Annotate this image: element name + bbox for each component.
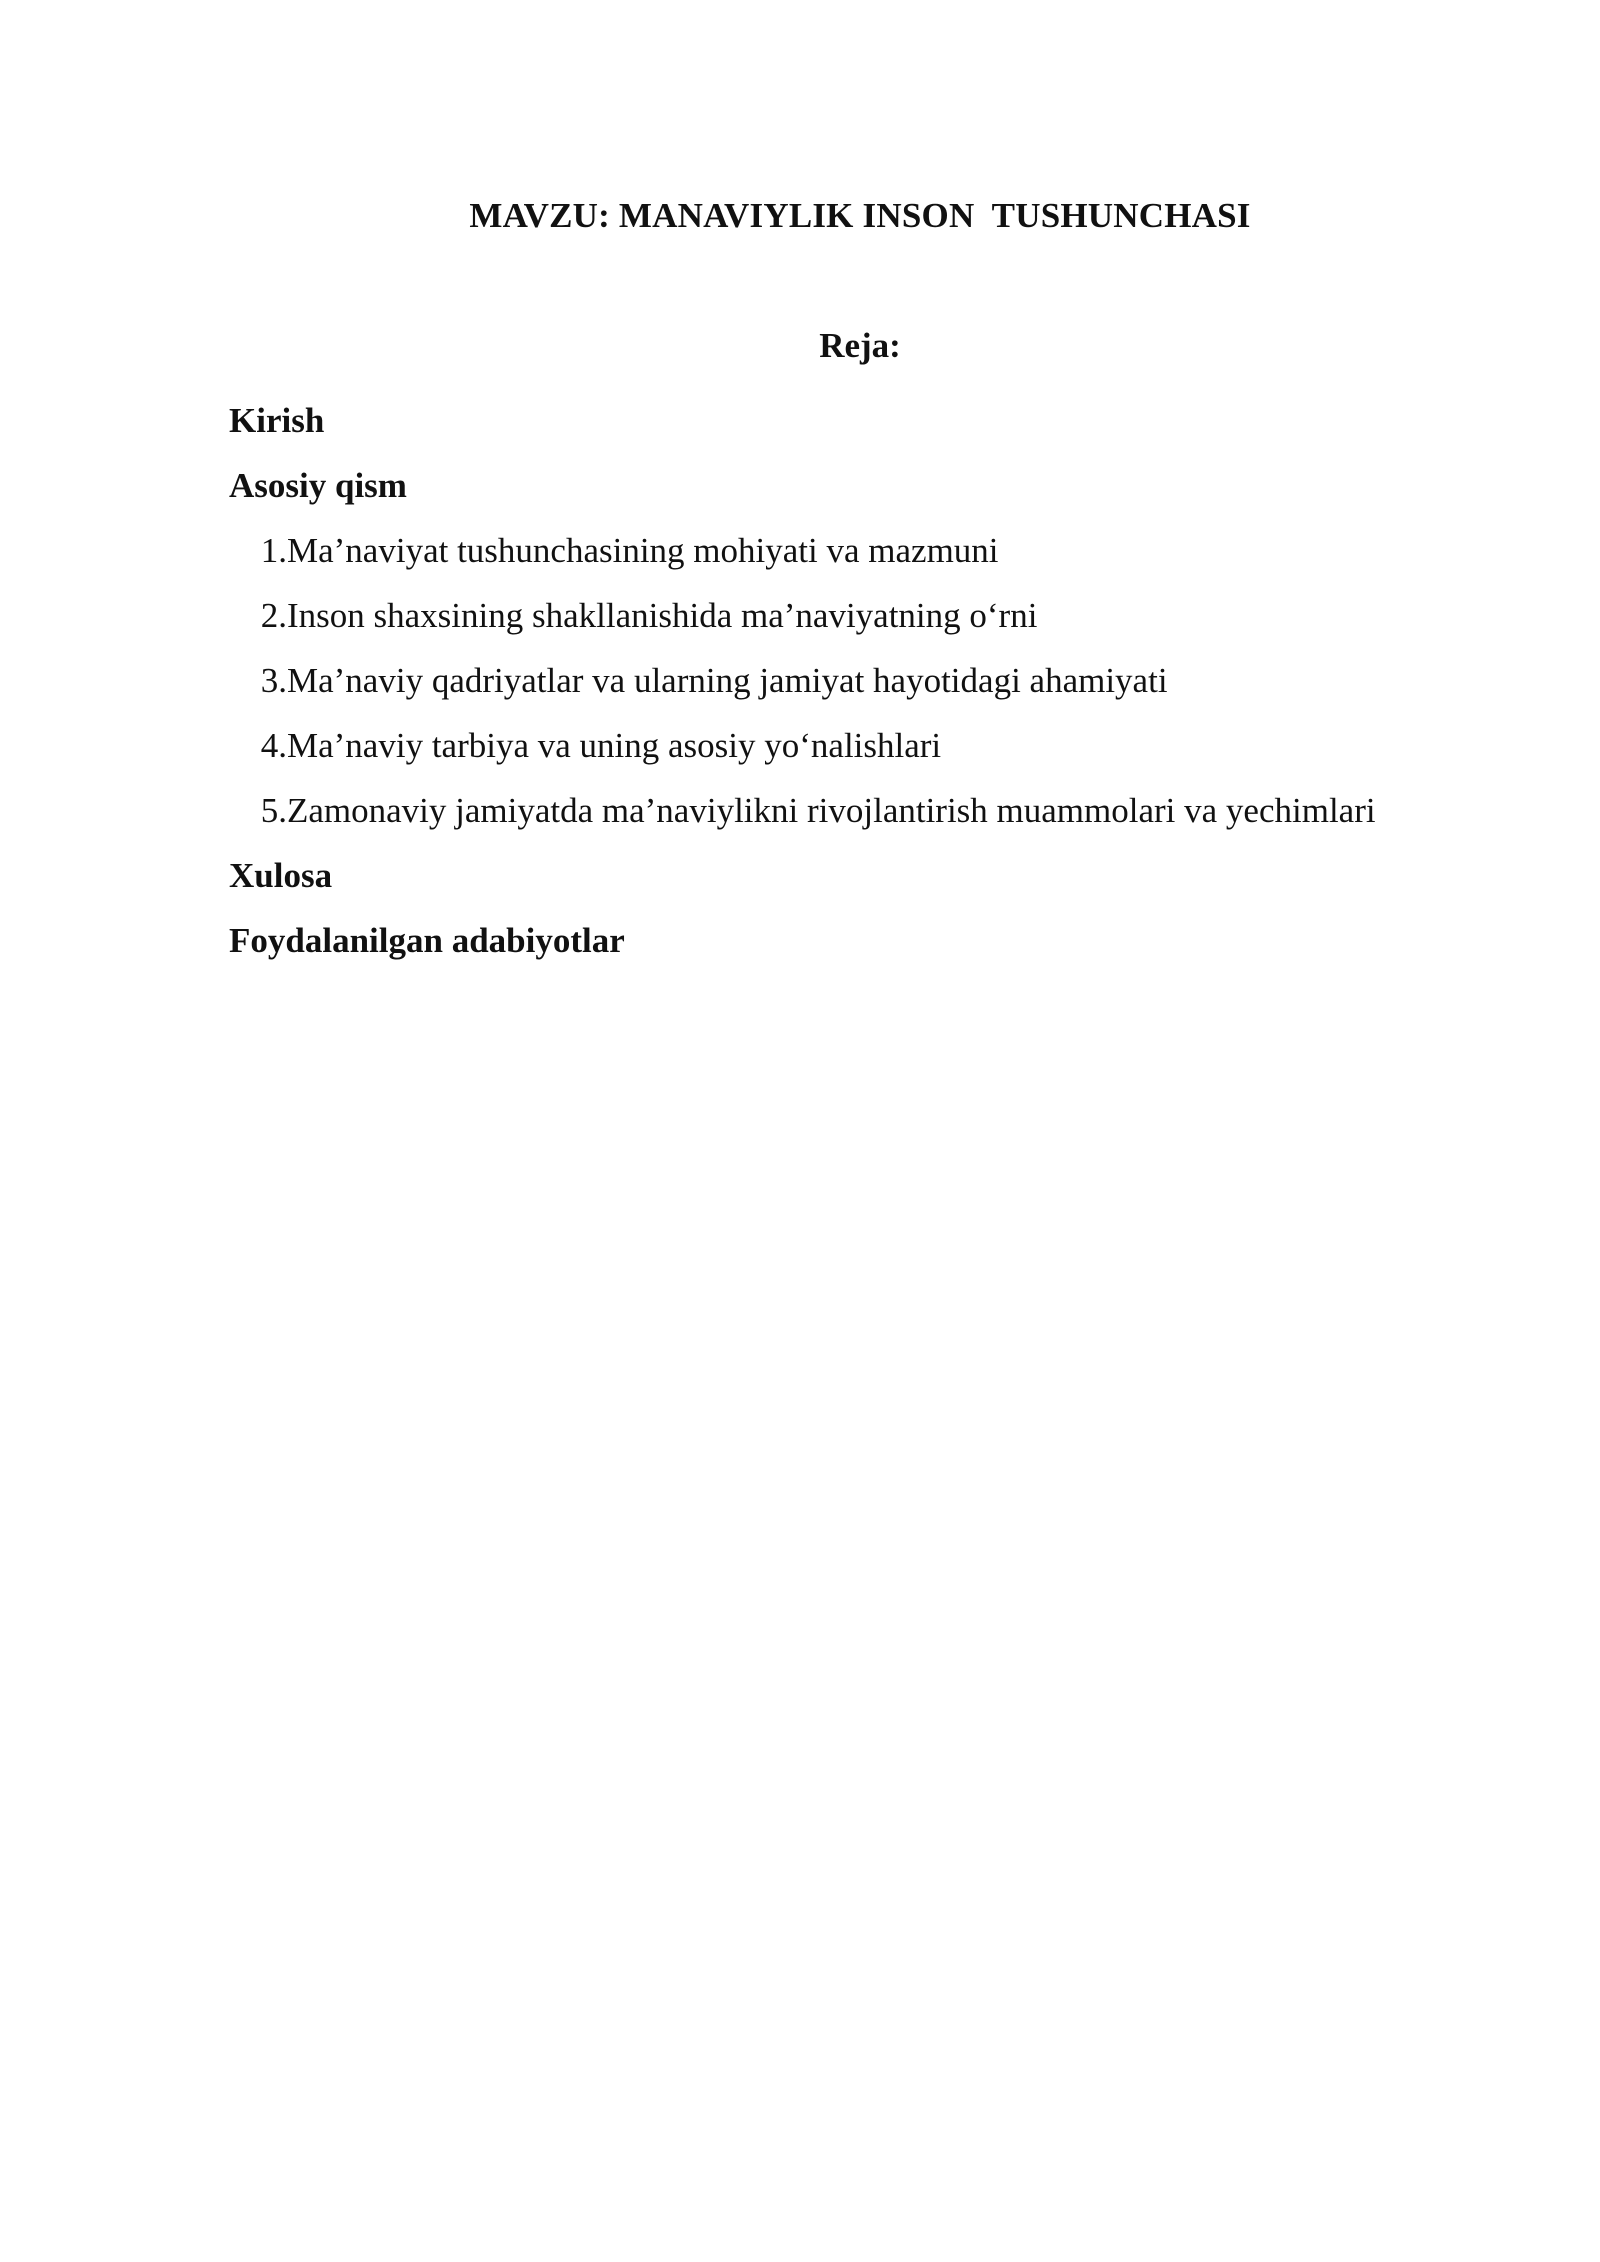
list-item-number: 5. bbox=[260, 791, 287, 830]
list-item bbox=[229, 518, 1529, 583]
section-references: Foydalanilgan adabiyotlar bbox=[229, 921, 625, 960]
list-item bbox=[229, 583, 1529, 648]
list-item-number: 4. bbox=[260, 726, 287, 765]
list-item-number: 1. bbox=[260, 531, 287, 570]
list-item-text: Ma’naviy qadriyatlar va ularning jamiyat hayotidagi ahamiyati bbox=[287, 661, 1168, 700]
section-main-part: Asosiy qism bbox=[229, 466, 407, 505]
list-item bbox=[229, 648, 1529, 713]
plan-outline bbox=[229, 388, 1529, 973]
document-title: MAVZU: MANAVIYLIK INSON TUSHUNCHASI bbox=[469, 196, 1251, 235]
list-item bbox=[229, 778, 1529, 843]
plan-heading: Reja: bbox=[819, 326, 901, 365]
list-item-number: 3. bbox=[260, 661, 287, 700]
list-item-number: 2. bbox=[260, 596, 287, 635]
list-item-text: Zamonaviy jamiyatda ma’naviylikni rivojlantirish muammolari va yechimlari bbox=[287, 791, 1376, 830]
list-item-text: Ma’naviyat tushunchasining mohiyati va mazmuni bbox=[287, 531, 999, 570]
section-intro: Kirish bbox=[229, 401, 325, 440]
list-item bbox=[229, 713, 1529, 778]
section-conclusion: Xulosa bbox=[229, 856, 333, 895]
list-item-text: Inson shaxsining shakllanishida ma’naviyatning o‘rni bbox=[287, 596, 1038, 635]
list-item-text: Ma’naviy tarbiya va uning asosiy yo‘nalishlari bbox=[287, 726, 942, 765]
